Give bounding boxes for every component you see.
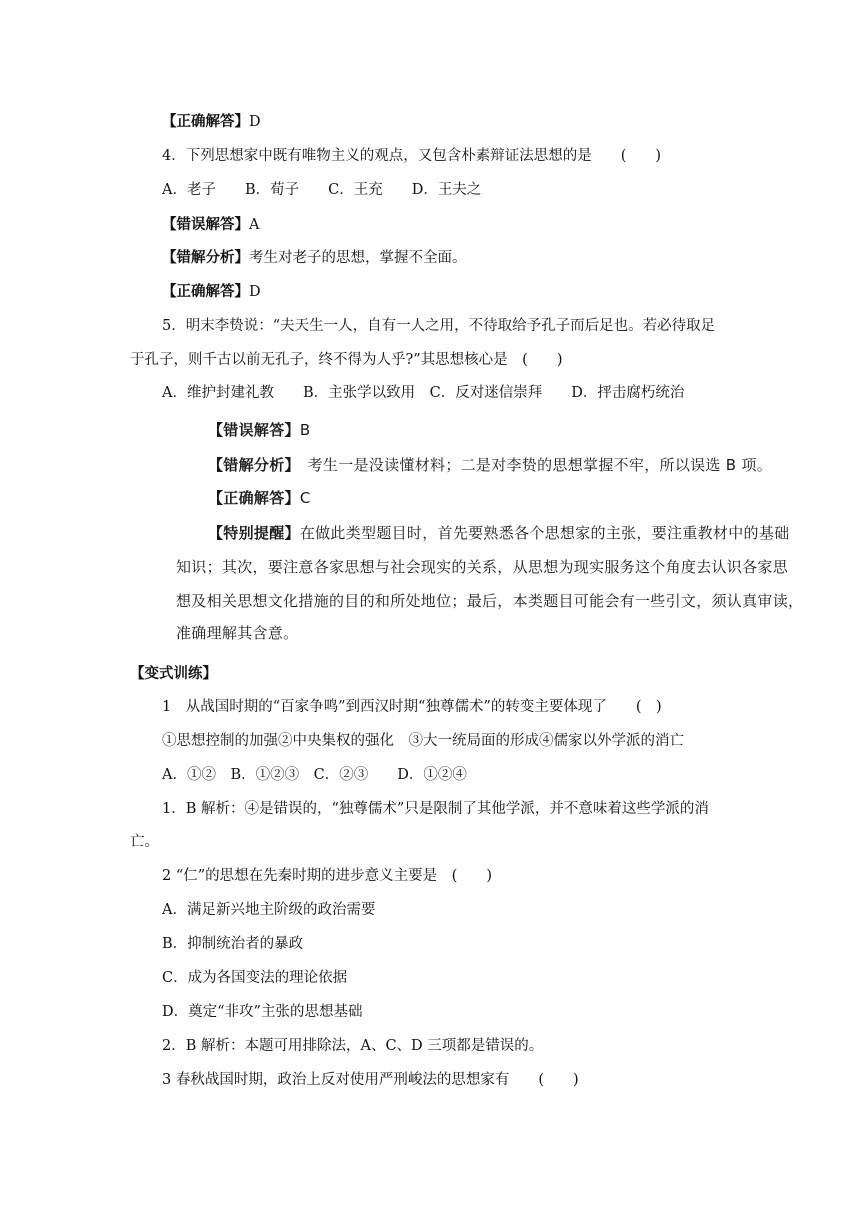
practice-q2-explanation: 2．B 解析：本题可用排除法，A、C、D 三项都是错误的。 [162, 1038, 544, 1054]
correct-answer-value: D [249, 114, 261, 130]
q4-stem: 4．下列思想家中既有唯物主义的观点，又包含朴素辩证法思想的是 ( ) [162, 148, 662, 164]
practice-q1-options: A．①② B．①②③ C．②③ D．①②④ [162, 767, 467, 783]
q4-wrong-answer [162, 215, 259, 235]
practice-q2-stem: 2 “仁”的思想在先秦时期的进步意义主要是 ( ) [162, 868, 492, 884]
q5-tip-line3: 想及相关思想文化措施的目的和所处地位；最后，本类题目可能会有一些引文，须认真审读， [176, 592, 804, 610]
correct-answer-label: 【正确解答】 [208, 489, 300, 507]
practice-heading: 【变式训练】 [130, 665, 217, 682]
correct-answer-value: D [249, 284, 261, 300]
q5-options: A．维护封建礼教 B．主张学以致用 C．反对迷信崇拜 D．抨击腐朽统治 [162, 385, 685, 401]
practice-q2-option-a: A．满足新兴地主阶级的政治需要 [162, 902, 376, 918]
tip-text-1: 在做此类型题目时，首先要熟悉各个思想家的主张，要注重教材中的基础 [299, 524, 790, 542]
q5-correct-answer [208, 488, 311, 508]
q5-stem-line1: 5．明末李贽说：“夫天生一人，自有一人之用，不待取给予孔子而后足也。若必待取足 [162, 318, 716, 334]
correct-answer-label: 【正确解答】 [162, 283, 249, 300]
q5-analysis [208, 455, 772, 475]
practice-q3-stem: 3 春秋战国时期，政治上反对使用严刑峻法的思想家有 ( ) [162, 1072, 579, 1088]
q5-tip-line1 [208, 523, 789, 543]
wrong-answer-value: A [249, 217, 260, 233]
practice-q2-option-b: B．抑制统治者的暴政 [162, 936, 304, 952]
analysis-text: 考生一是没读懂材料；二是对李贽的思想掌握不牢，所以误选 B 项。 [292, 456, 773, 474]
practice-q1-stem: 1 从战国时期的“百家争鸣”到西汉时期“独尊儒术”的转变主要体现了 ( ) [162, 699, 662, 715]
practice-q2-option-d: D．奠定“非攻”主张的思想基础 [162, 1004, 363, 1020]
q4-options: A．老子 B．荀子 C．王充 D．王夫之 [162, 182, 482, 198]
q5-tip-line2: 知识；其次，要注意各家思想与社会现实的关系，从思想为现实服务这个角度去认识各家思 [176, 558, 789, 576]
q5-stem-line2: 于孔子，则千古以前无孔子，终不得为人乎?”其思想核心是 ( ) [130, 352, 563, 368]
practice-q2-option-c: C．成为各国变法的理论依据 [162, 970, 348, 986]
analysis-label: 【错解分析】 [162, 249, 249, 266]
practice-q1-explanation-line2: 亡。 [130, 834, 159, 850]
wrong-answer-label: 【错误解答】 [162, 216, 249, 233]
q5-wrong-answer [208, 420, 310, 440]
analysis-text: 考生对老子的思想，掌握不全面。 [249, 250, 467, 266]
q5-tip-line4: 准确理解其含意。 [176, 624, 299, 642]
q4-correct-answer [162, 282, 261, 302]
wrong-answer-value: B [299, 421, 311, 439]
practice-q1-explanation-line1: 1．B 解析：④是错误的，“独尊儒术”只是限制了其他学派，并不意味着这些学派的消 [162, 801, 709, 817]
practice-q1-items: ①思想控制的加强②中央集权的强化 ③大一统局面的形成④儒家以外学派的消亡 [162, 733, 684, 749]
correct-answer-line [162, 112, 261, 132]
correct-answer-label: 【正确解答】 [162, 113, 249, 130]
correct-answer-value: C [299, 489, 311, 507]
analysis-label: 【错解分析】 [208, 456, 293, 474]
q4-analysis [162, 248, 467, 268]
tip-label: 【特别提醒】 [208, 524, 300, 542]
wrong-answer-label: 【错误解答】 [208, 421, 300, 439]
